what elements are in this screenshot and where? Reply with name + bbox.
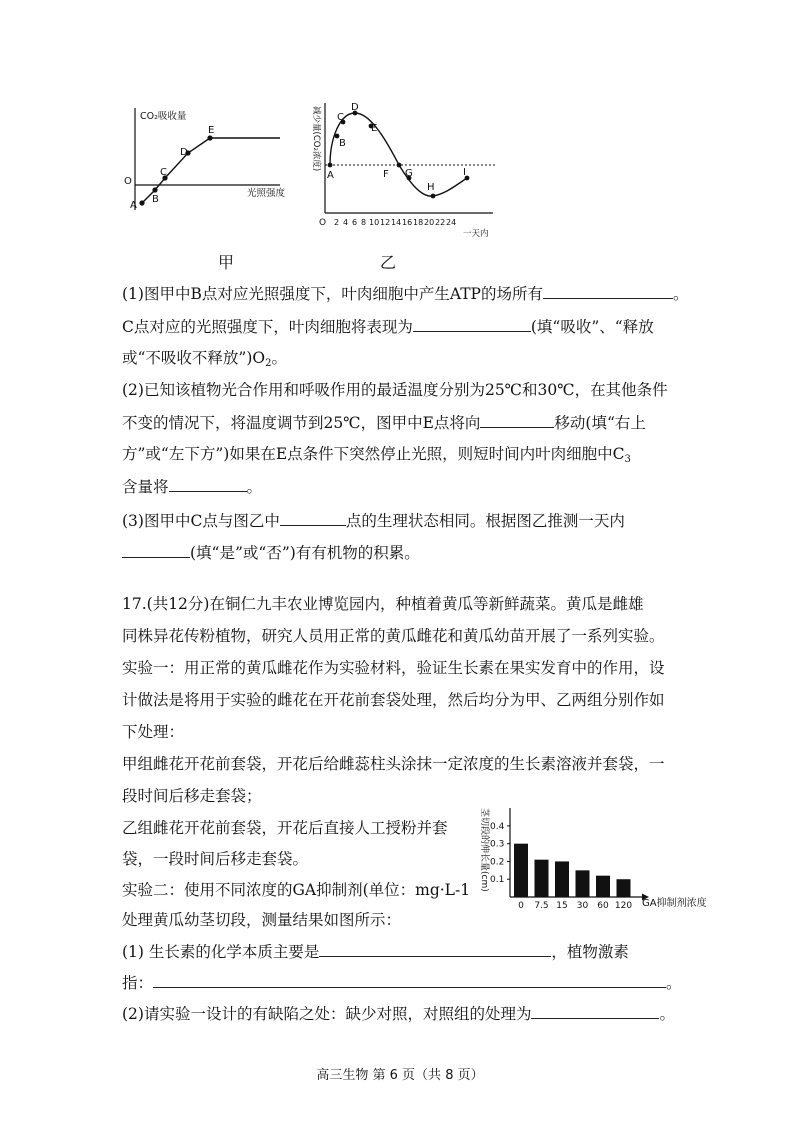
figure-yi — [305, 98, 505, 243]
chart-bars — [490, 808, 649, 911]
yi-xtick: 2 — [334, 218, 340, 227]
yi-point-label: E — [371, 123, 378, 134]
yi-point-label: B — [339, 138, 346, 149]
x-tick-label: 60 — [597, 901, 609, 911]
y-tick-label: 0.2 — [490, 857, 505, 868]
x-tick-label: 7.5 — [534, 901, 549, 911]
q17-groupA-line1: 甲组雌花开花前套袋，开花后给雌蕊柱头涂抹一定浓度的生长素溶液并套袋，一 — [122, 755, 665, 773]
jia-point-label: E — [208, 125, 215, 136]
answer-blank[interactable] — [280, 510, 346, 526]
yi-point-label: C — [337, 112, 344, 123]
q17-intro-line2: 同株异花传粉植物，研究人员用正常的黄瓜雌花和黄瓜幼苗开展了一系列实验。 — [122, 627, 665, 645]
chart-bar — [576, 870, 590, 897]
answer-blank[interactable] — [480, 412, 554, 428]
jia-ylabel: CO₂吸收量 — [140, 111, 187, 122]
q17-exp1-line3: 下处理： — [122, 723, 185, 741]
chart-bar — [596, 876, 610, 897]
yi-xtick: 16 — [402, 218, 413, 227]
jia-xlabel: 光照强度 — [247, 188, 286, 199]
q16-part2-line3: 方”或“左下方”)如果在E点条件下突然停止光照，则短时间内叶肉细胞中$C_3$ — [122, 445, 631, 465]
answer-blank[interactable] — [543, 283, 673, 299]
jia-point-label: D — [180, 147, 188, 158]
chart-bar — [514, 844, 528, 897]
y-tick-label: 0.4 — [490, 821, 505, 832]
yi-xtick: 18 — [413, 218, 424, 227]
figure-yi-caption: 乙 — [380, 253, 397, 272]
q16-part1-line1: (1)图甲中B点对应光照强度下，叶肉细胞中产生ATP的场所有 。 — [122, 285, 689, 303]
yi-xtick: 20 — [424, 218, 435, 227]
y-tick-label: 0.3 — [490, 839, 505, 850]
yi-xtick: 14 — [391, 218, 402, 227]
yi-xtick: 4 — [343, 218, 349, 227]
q17-exp1-line2: 计做法是将用于实验的雌花在开花前套袋处理，然后均分为甲、乙两组分别作如 — [122, 691, 665, 709]
yi-point-label: A — [327, 170, 334, 181]
yi-point-label: I — [463, 167, 466, 178]
yi-xtick: 24 — [446, 218, 457, 227]
q16-part2-line4: 含量将 。 — [122, 478, 263, 496]
x-tick-label: 30 — [576, 901, 589, 911]
chart-bar — [555, 861, 569, 897]
q17-exp2-line1: 实验二：使用不同浓度的GA抑制剂(单位：mg·L-1 — [122, 881, 471, 899]
yi-xtick: 6 — [352, 218, 358, 227]
yi-point-label: G — [405, 168, 413, 179]
answer-blank[interactable] — [153, 972, 666, 988]
q17-groupA-line2: 段时间后移走套袋； — [122, 787, 262, 805]
q16-part2-line1: (2)已知该植物光合作用和呼吸作用的最适温度分别为25℃和30℃，在其他条件 — [122, 381, 668, 399]
answer-blank[interactable] — [169, 476, 247, 492]
page-footer: 高三生物 第 6 页（共 8 页） — [316, 1068, 484, 1083]
q17-intro-line1: 17.(共12分)在铜仁九丰农业博览园内，种植着黄瓜等新鲜蔬菜。黄瓜是雌雄 — [122, 595, 644, 613]
chart-xlabel: GA抑制剂浓度 — [642, 898, 707, 909]
q16-part3-line1: (3)图甲中C点与图乙中 点的生理状态相同。根据图乙推测一天内 — [122, 512, 625, 530]
q17-exp2-line2: 处理黄瓜幼茎切段，测量结果如图所示： — [122, 911, 402, 929]
yi-xtick: 12 — [380, 218, 391, 227]
answer-blank[interactable] — [122, 542, 190, 558]
q17-q2-line1: (2)请实验一设计的有缺陷之处：缺少对照，对照组的处理为 。 — [122, 1005, 675, 1023]
yi-xtick: 22 — [435, 218, 446, 227]
yi-xunit: 一天内 — [463, 229, 489, 239]
figure-jia-caption: 甲 — [218, 253, 235, 272]
jia-point-label: B — [152, 194, 159, 205]
y-tick-label: 0.1 — [490, 875, 505, 886]
yi-point-label: H — [427, 182, 435, 193]
q16-part1-line2: C点对应的光照强度下，叶肉细胞将表现为 (填“吸收”、“释放 — [122, 318, 654, 336]
q17-q1-line1: (1) 生长素的化学本质主要是 ，植物激素 — [122, 943, 629, 961]
answer-blank[interactable] — [531, 1003, 659, 1019]
x-tick-label: 120 — [614, 901, 633, 911]
q17-exp1-line1: 实验一：用正常的黄瓜雌花作为实验材料，验证生长素在果实发育中的作用，设 — [122, 659, 665, 677]
chart-bar — [535, 860, 549, 897]
chart-ylabel: 茎切段的伸长量(cm) — [479, 808, 489, 892]
answer-blank[interactable] — [319, 941, 551, 957]
x-tick-label: 15 — [556, 901, 568, 911]
q17-q1-line2: 指： 。 — [122, 974, 682, 992]
jia-point-label: C — [160, 167, 167, 178]
chart-bar — [617, 879, 631, 897]
yi-xtick: 10 — [369, 218, 380, 227]
yi-origin: O — [319, 218, 327, 228]
q16-part2-line2: 不变的情况下，将温度调节到25℃，图甲中E点将向 移动(填“右上 — [122, 414, 646, 432]
yi-ylabel: 减少量(CO₂浓度) — [311, 106, 321, 172]
figure-jia — [120, 98, 305, 248]
q17-groupB-line1: 乙组雌花开花前套袋，开花后直接人工授粉并套 — [122, 819, 448, 837]
jia-origin: O — [124, 176, 132, 187]
answer-blank[interactable] — [413, 316, 531, 332]
yi-xtick: 8 — [361, 218, 367, 227]
q16-part3-line2: (填“是”或“否”)有有机物的积累。 — [122, 542, 420, 563]
x-tick-label: 0 — [518, 901, 524, 911]
q16-part1-line3: 或“不吸收不释放$”)O_2$。 — [122, 349, 287, 369]
jia-point-label: A — [130, 200, 137, 211]
ga-inhibitor-bar-chart — [472, 800, 722, 930]
q17-groupB-line2: 袋，一段时间后移走套袋。 — [122, 850, 309, 868]
yi-point-label: F — [383, 169, 389, 180]
yi-point-label: D — [351, 102, 359, 113]
